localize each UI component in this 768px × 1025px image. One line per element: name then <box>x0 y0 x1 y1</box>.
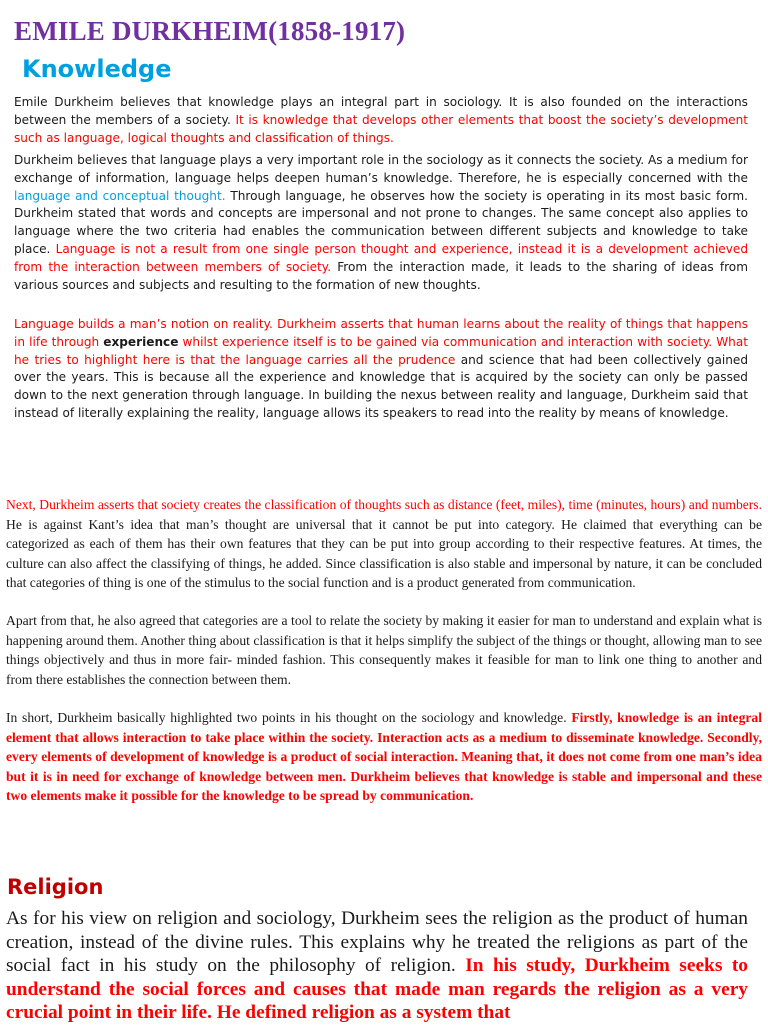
highlighted-text-red: whilst experience itself is to be gained via communication and interaction with society. What he tries to highlight here is that the language carries all the prudence <box>14 334 748 367</box>
highlighted-text-blue: language and conceptual thought. <box>14 188 226 203</box>
paragraph-text: In short, Durkheim basically highlighted two points in his thought on the sociology and knowledge. <box>6 710 572 725</box>
highlighted-text-red: Language is not a result from one single person thought and experience, instead it is a development achieved from the interaction between members of society. <box>14 241 748 274</box>
summary-paragraph <box>6 708 762 806</box>
knowledge-paragraph-3 <box>14 316 748 432</box>
paragraph-text: As for his view on religion and sociology, Durkheim sees the religion as the product of human creation, instead of the divine rules. This explains why he treated the religions as part of the social fact in his study on the philosophy of religion. <box>6 908 748 977</box>
paragraph-text: Emile Durkheim believes that knowledge plays an integral part in sociology. It is also founded on the interactions between the members of a society. <box>14 95 748 127</box>
paragraph-text: and science that had been collectively gained over the years. This is because all the experience and knowledge that is acquired by the society can only be passed down to the next generation through language. In building the nexus between reality and language, Durkheim said that instead of literally explaining the reality, language allows its speakers to read into the reality by means of knowledge. <box>14 352 748 420</box>
paragraph-text: Durkheim believes that language plays a very important role in the sociology as it connects the society. As a medium for exchange of information, language helps deepen human’s knowledge. Therefore, he is especially concerned with the <box>14 153 748 185</box>
highlighted-text-red-bold: In his study, Durkheim seeks to understand the social forces and causes that made man regards the religion as a very crucial point in their life. He defined religion as a system that <box>6 955 748 1024</box>
classification-paragraph <box>6 495 762 593</box>
religion-heading: Religion <box>7 875 104 899</box>
knowledge-paragraph-1 <box>14 94 748 147</box>
highlighted-text-red-bold: Firstly, knowledge is an integral element that allows interaction to take place within the society. Interaction acts as a medium to disseminate knowledge. Secondly, every elements of development of knowledge is a product of social interaction. Meaning that, it does not come from one man’s idea but it is in need for exchange of knowledge between men. Durkheim believes that knowledge is stable and impersonal and these two elements make it possible for the knowledge to be spread by communication. <box>6 710 762 803</box>
highlighted-text-red: Language builds a man’s notion on reality. Durkheim asserts that human learns about the reality of things that happens in life through <box>14 317 748 349</box>
paragraph-text: He is against Kant’s idea that man’s thought are universal that it cannot be put into category. He claimed that everything can be categorized as each of them has their own features that they can be put into group according to their respective features. At times, the culture can also affect the classifying of things, he added. Since classification is also stable and impersonal by nature, it can be concluded that categories of thing is one of the stimulus to the social function and is a product generated from communication. <box>6 516 762 590</box>
religion-paragraph <box>6 907 748 1025</box>
emphasized-word: experience <box>103 334 179 349</box>
knowledge-paragraph-2 <box>14 152 748 294</box>
categories-paragraph: Apart from that, he also agreed that categories are a tool to relate the society by making it easier for man to understand and explain what is happening around them. Another thing about classification is that it helps simplify the subject of the things or thought, allowing man to see things objectively and thus in more fair- minded fashion. This consequently makes it feasible for man to link one thing to another and from there establishes the connection between them. <box>6 613 762 687</box>
highlighted-text-red: Next, Durkheim asserts that society creates the classification of thoughts such as distance (feet, miles), time (minutes, hours) and numbers. <box>6 497 762 512</box>
paragraph-text: From the interaction made, it leads to the sharing of ideas from various sources and subjects and resulting to the formation of new thoughts. <box>14 259 748 292</box>
knowledge-heading: Knowledge <box>22 55 172 83</box>
highlighted-text-red: It is knowledge that develops other elements that boost the society’s development such as language, logical thoughts and classification of things. <box>14 112 749 145</box>
document-title: EMILE DURKHEIM(1858-1917) <box>14 16 406 46</box>
paragraph-text: Through language, he observes how the society is operating in its most basic form. Durkheim stated that words and concepts are impersonal and not prone to changes. The same concept also applies to language where the two criteria had enables the communication between different subjects and knowledge to take place. <box>14 188 748 256</box>
